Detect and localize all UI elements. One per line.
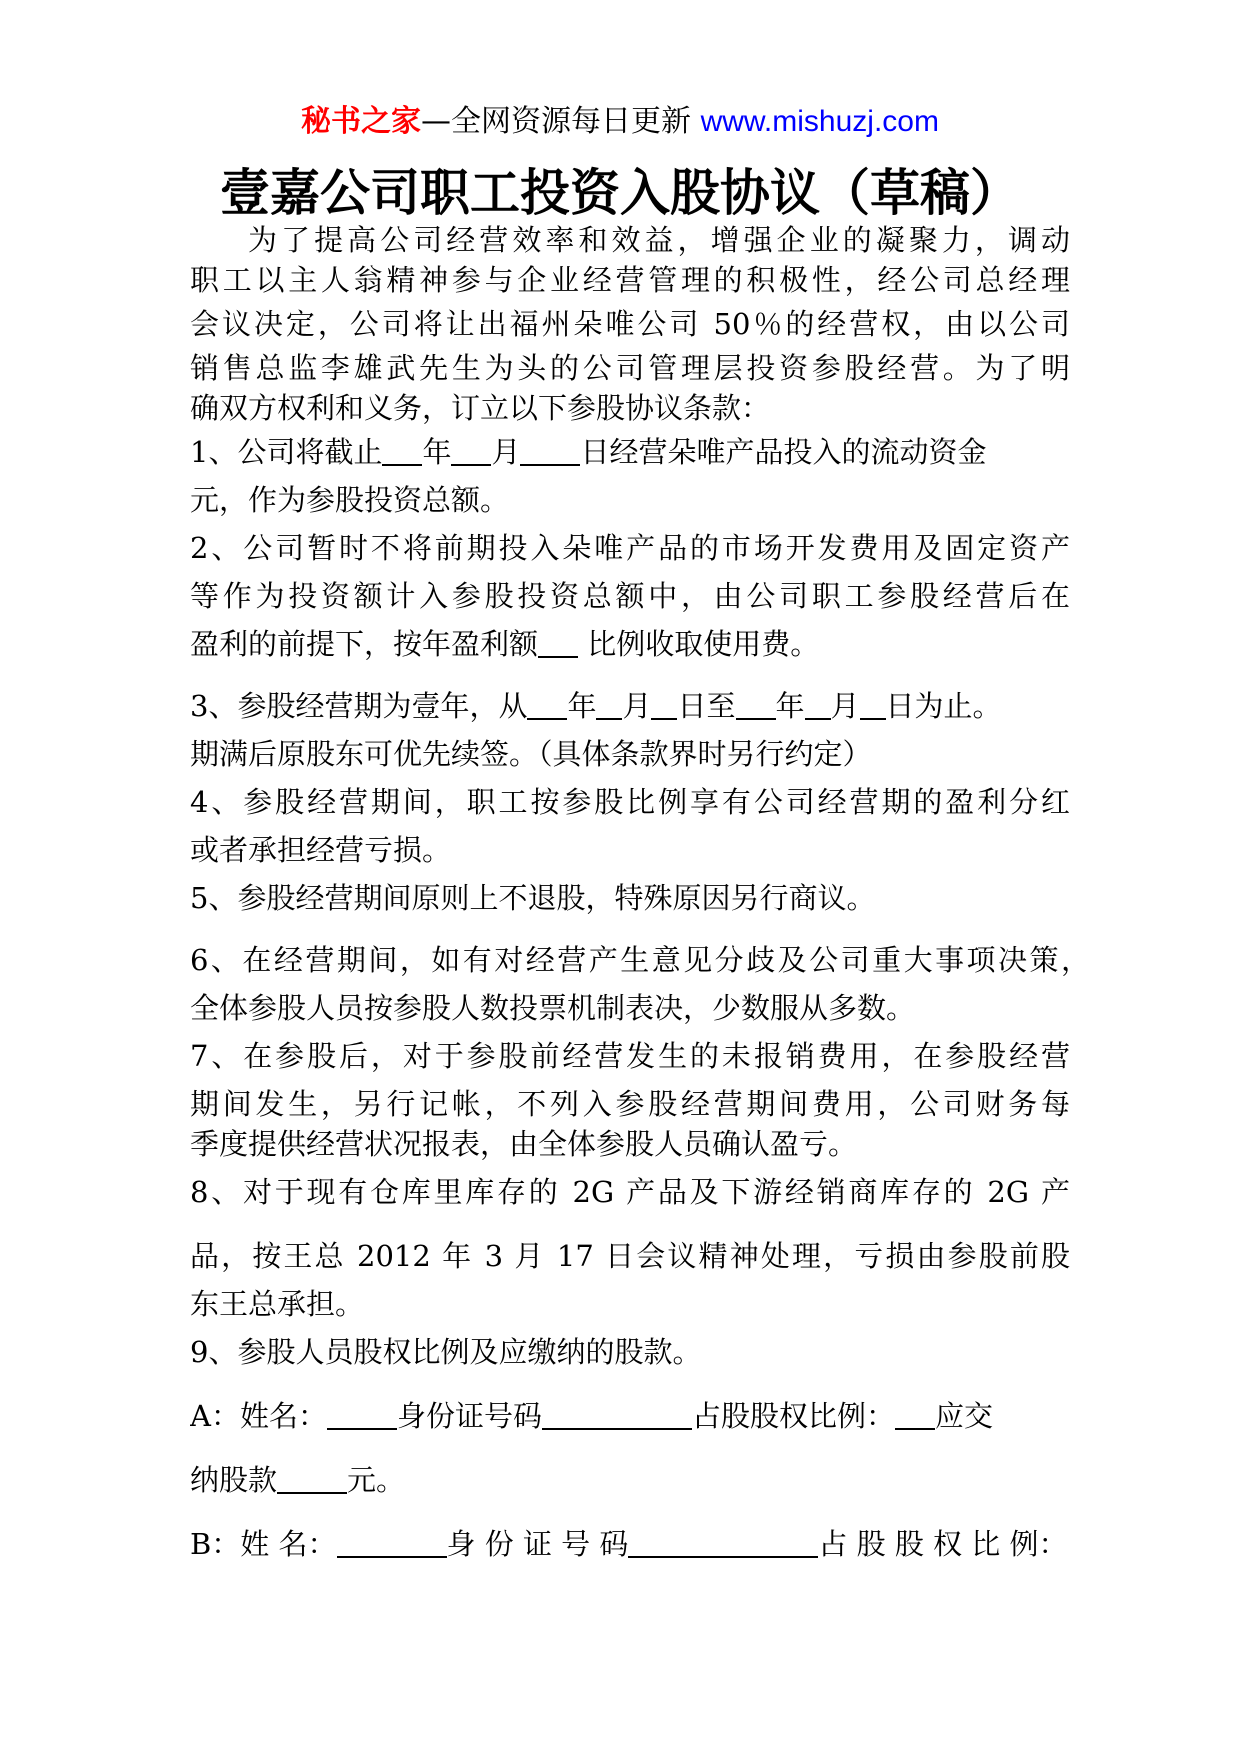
clause-text: 日经营朵唯产品投入的流动资金 bbox=[580, 435, 987, 469]
paragraph-line: 6、在经营期间，如有对经营产生意见分歧及公司重大事项决策， bbox=[190, 943, 1090, 977]
document-title: 壹嘉公司职工投资入股协议（草稿） bbox=[220, 164, 1020, 222]
paragraph-line: 全体参股人员按参股人数投票机制表决，少数服从多数。 bbox=[190, 991, 916, 1025]
clause-2-line bbox=[190, 622, 1070, 666]
header-slogan: —全网资源每日更新 bbox=[421, 104, 701, 139]
form-label: A：姓名： bbox=[190, 1399, 327, 1433]
clause-text: 盈利的前提下，按年盈利额 bbox=[190, 627, 539, 661]
paragraph-line: 8、对于现有仓库里库存的 2G 产品及下游经销商库存的 2G 产 bbox=[190, 1175, 1070, 1209]
clause-1-line bbox=[190, 430, 1070, 474]
blank-field[interactable] bbox=[527, 688, 567, 720]
paragraph-line: 5、参股经营期间原则上不退股，特殊原因另行商议。 bbox=[190, 881, 876, 915]
clause-text: 日为止。 bbox=[885, 689, 1002, 723]
paragraph-line: 7、在参股后，对于参股前经营发生的未报销费用，在参股经营 bbox=[190, 1039, 1070, 1073]
blank-field[interactable] bbox=[736, 688, 776, 720]
paragraph-line: 销售总监李雄武先生为头的公司管理层投资参股经营。为了明 bbox=[190, 351, 1070, 385]
paragraph-line: 会议决定，公司将让出福州朵唯公司 50％的经营权，由以公司 bbox=[190, 307, 1070, 341]
clause-3-line bbox=[190, 684, 1070, 728]
paragraph-line: 9、参股人员股权比例及应缴纳的股款。 bbox=[190, 1335, 702, 1369]
site-header bbox=[0, 100, 1240, 144]
clause-text: 月 bbox=[491, 435, 521, 469]
form-label: 占股股权比例： bbox=[691, 1399, 895, 1433]
paragraph-line: 品，按王总 2012 年 3 月 17 日会议精神处理，亏损由参股前股 bbox=[190, 1239, 1070, 1273]
form-label: 元。 bbox=[347, 1463, 406, 1497]
clause-text: 比例收取使用费。 bbox=[578, 627, 820, 661]
blank-field[interactable] bbox=[520, 434, 580, 466]
blank-field[interactable] bbox=[451, 434, 491, 466]
paragraph-line: 元，作为参股投资总额。 bbox=[190, 483, 510, 517]
share-ratio-field[interactable] bbox=[895, 1398, 935, 1430]
form-label: 身份证号码 bbox=[396, 1399, 542, 1433]
clause-text: 日至 bbox=[677, 689, 736, 723]
form-label: 身 份 证 号 码 bbox=[446, 1527, 629, 1561]
paragraph-line: 期间发生，另行记帐，不列入参股经营期间费用，公司财务每 bbox=[190, 1087, 1070, 1121]
shareholder-a-line bbox=[190, 1394, 1070, 1438]
form-label: 纳股款 bbox=[190, 1463, 278, 1497]
clause-text: 月 bbox=[622, 689, 652, 723]
clause-text: 年 bbox=[567, 689, 597, 723]
blank-field[interactable] bbox=[596, 688, 622, 720]
paragraph-line: 确双方权利和义务，订立以下参股协议条款： bbox=[190, 391, 771, 425]
paragraph-line: 2、公司暂时不将前期投入朵唯产品的市场开发费用及固定资产 bbox=[190, 531, 1070, 565]
clause-text: 3、参股经营期为壹年，从 bbox=[190, 689, 528, 723]
clause-text: 年 bbox=[775, 689, 805, 723]
shareholder-a-payment-line bbox=[190, 1458, 1070, 1502]
blank-field[interactable] bbox=[382, 434, 422, 466]
shareholder-b-line bbox=[190, 1522, 1070, 1566]
blank-field[interactable] bbox=[651, 688, 677, 720]
header-brand: 秘书之家 bbox=[301, 104, 422, 139]
clause-text: 年 bbox=[422, 435, 452, 469]
paragraph-line: 期满后原股东可优先续签。（具体条款界时另行约定） bbox=[190, 737, 872, 771]
header-url-link[interactable]: www.mishuzj.com bbox=[700, 105, 939, 138]
paragraph-line: 4、参股经营期间，职工按参股比例享有公司经营期的盈利分红 bbox=[190, 785, 1070, 819]
form-label: B：姓 名： bbox=[190, 1527, 337, 1561]
form-label: 应交 bbox=[934, 1399, 993, 1433]
clause-text: 月 bbox=[830, 689, 860, 723]
paragraph-line: 或者承担经营亏损。 bbox=[190, 833, 452, 867]
blank-field[interactable] bbox=[538, 626, 578, 658]
paragraph-line: 职工以主人翁精神参与企业经营管理的积极性，经公司总经理 bbox=[190, 263, 1070, 297]
paragraph-line: 等作为投资额计入参股投资总额中，由公司职工参股经营后在 bbox=[190, 579, 1070, 613]
paragraph-line: 东王总承担。 bbox=[190, 1287, 365, 1321]
id-number-field[interactable] bbox=[628, 1526, 818, 1558]
blank-field[interactable] bbox=[860, 688, 886, 720]
name-field[interactable] bbox=[337, 1526, 447, 1558]
payment-field[interactable] bbox=[277, 1462, 347, 1494]
paragraph-line: 季度提供经营状况报表，由全体参股人员确认盈亏。 bbox=[190, 1127, 858, 1161]
clause-text: 1、公司将截止 bbox=[190, 435, 383, 469]
paragraph-line: 为了提高公司经营效率和效益，增强企业的凝聚力，调动 bbox=[248, 223, 1070, 257]
id-number-field[interactable] bbox=[542, 1398, 692, 1430]
form-label: 占 股 股 权 比 例： bbox=[818, 1527, 1068, 1561]
name-field[interactable] bbox=[327, 1398, 397, 1430]
blank-field[interactable] bbox=[805, 688, 831, 720]
